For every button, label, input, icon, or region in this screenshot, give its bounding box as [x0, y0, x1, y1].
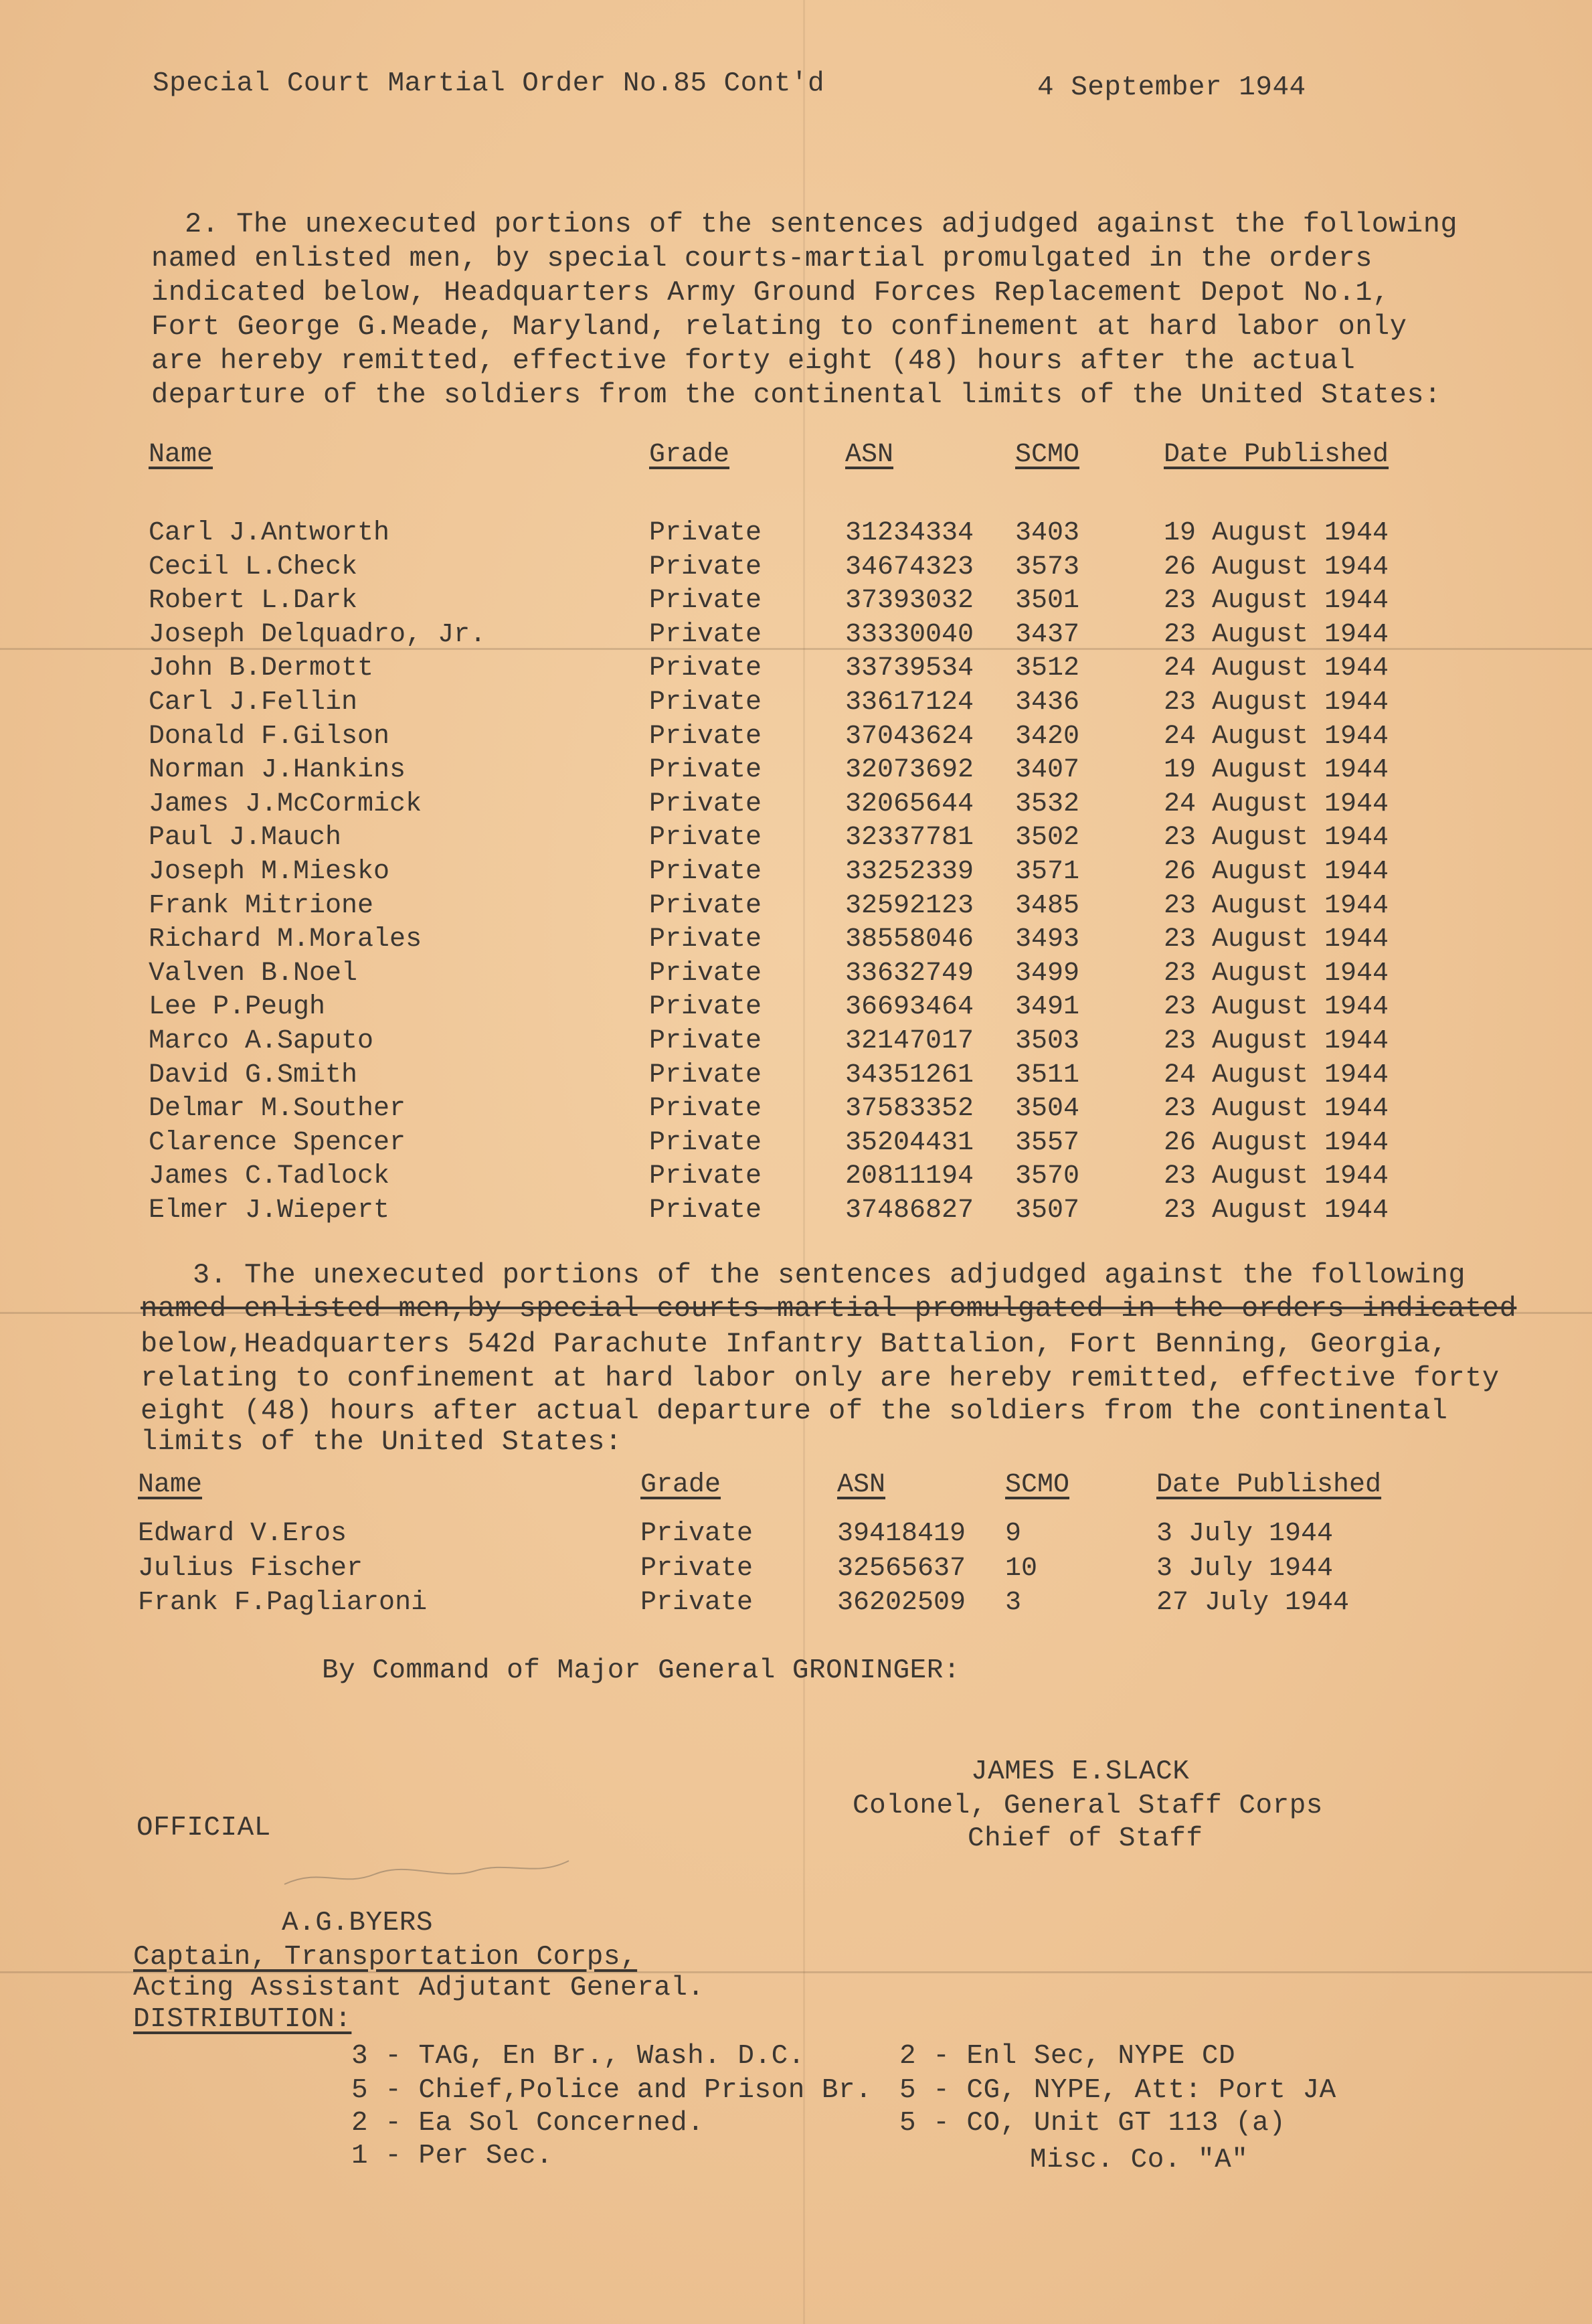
- cell-scmo: 3573: [1015, 552, 1080, 582]
- command-line: By Command of Major General GRONINGER:: [322, 1655, 960, 1686]
- cell-grade: Private: [649, 518, 762, 548]
- cell-asn: 33632749: [845, 958, 974, 989]
- paragraph-line: eight (48) hours after actual departure of the soldiers from the continental: [141, 1395, 1448, 1427]
- cell-name: Julius Fischer: [138, 1553, 363, 1584]
- cell-asn: 32592123: [845, 890, 974, 921]
- cell-date-published: 19 August 1944: [1164, 518, 1389, 548]
- distribution-label: DISTRIBUTION:: [133, 2004, 352, 2035]
- cell-date-published: 26 August 1944: [1164, 857, 1389, 887]
- cell-grade: Private: [649, 552, 762, 582]
- cell-date-published: 23 August 1944: [1164, 1094, 1389, 1125]
- cell-scmo: 3403: [1015, 518, 1080, 548]
- cell-name: John B.Dermott: [149, 653, 374, 684]
- cell-scmo: 9: [1005, 1519, 1022, 1549]
- cell-scmo: 3407: [1015, 755, 1080, 786]
- cell-date-published: 27 July 1944: [1156, 1588, 1350, 1618]
- column-header-grade: Grade: [640, 1470, 721, 1500]
- paragraph-line: indicated below, Headquarters Army Ground Forces Replacement Depot No.1,: [151, 276, 1390, 309]
- cell-asn: 33617124: [845, 687, 974, 718]
- cell-scmo: 3499: [1015, 958, 1080, 989]
- cell-name: Carl J.Antworth: [149, 518, 390, 548]
- paragraph-line: 3. The unexecuted portions of the sentences adjudged against the following: [193, 1259, 1466, 1291]
- column-header-asn: ASN: [837, 1470, 886, 1500]
- cell-name: Frank F.Pagliaroni: [138, 1588, 428, 1618]
- cell-scmo: 3511: [1015, 1060, 1080, 1090]
- cell-asn: 31234334: [845, 518, 974, 548]
- order-title: Special Court Martial Order No.85 Cont'd: [153, 68, 825, 99]
- cell-scmo: 3: [1005, 1588, 1022, 1618]
- column-header-date-published: Date Published: [1156, 1470, 1382, 1500]
- cell-date-published: 3 July 1944: [1156, 1553, 1334, 1584]
- paragraph-line: Fort George G.Meade, Maryland, relating to confinement at hard labor only: [151, 311, 1407, 343]
- cell-grade: Private: [649, 788, 762, 819]
- cell-asn: 33330040: [845, 619, 974, 650]
- distribution-item: 1 - Per Sec.: [351, 2141, 553, 2171]
- cell-scmo: 3437: [1015, 619, 1080, 650]
- cell-name: Paul J.Mauch: [149, 823, 342, 853]
- cell-scmo: 3570: [1015, 1161, 1080, 1192]
- cell-grade: Private: [649, 755, 762, 786]
- paragraph-line: named enlisted men, by special courts-martial promulgated in the orders: [151, 242, 1373, 274]
- cell-name: Norman J.Hankins: [149, 755, 406, 786]
- cell-name: Donald F.Gilson: [149, 721, 390, 752]
- cell-name: Frank Mitrione: [149, 890, 374, 921]
- chief-title: Chief of Staff: [968, 1823, 1203, 1854]
- cell-grade: Private: [649, 586, 762, 616]
- column-header-scmo: SCMO: [1015, 440, 1080, 470]
- distribution-item: 3 - TAG, En Br., Wash. D.C.: [351, 2041, 805, 2072]
- cell-date-published: 23 August 1944: [1164, 890, 1389, 921]
- paragraph-line: are hereby remitted, effective forty eight (48) hours after the actual: [151, 345, 1356, 377]
- cell-name: Edward V.Eros: [138, 1519, 347, 1549]
- cell-grade: Private: [649, 992, 762, 1023]
- official-label: OFFICIAL: [137, 1813, 271, 1843]
- cell-name: Lee P.Peugh: [149, 992, 326, 1023]
- cell-name: James J.McCormick: [149, 788, 422, 819]
- distribution-item: 2 - Enl Sec, NYPE CD: [899, 2041, 1236, 2072]
- cell-grade: Private: [640, 1519, 754, 1549]
- cell-grade: Private: [649, 1195, 762, 1226]
- official-rank: Captain, Transportation Corps,: [133, 1942, 638, 1973]
- cell-name: James C.Tadlock: [149, 1161, 390, 1192]
- cell-scmo: 3436: [1015, 687, 1080, 718]
- cell-grade: Private: [649, 619, 762, 650]
- cell-asn: 33252339: [845, 857, 974, 887]
- official-title: Acting Assistant Adjutant General.: [133, 1973, 705, 2003]
- cell-asn: 38558046: [845, 924, 974, 955]
- cell-grade: Private: [649, 1161, 762, 1192]
- cell-grade: Private: [649, 823, 762, 853]
- cell-asn: 34351261: [845, 1060, 974, 1090]
- cell-scmo: 3504: [1015, 1094, 1080, 1125]
- cell-asn: 37583352: [845, 1094, 974, 1125]
- cell-scmo: 3502: [1015, 823, 1080, 853]
- cell-date-published: 23 August 1944: [1164, 992, 1389, 1023]
- cell-grade: Private: [640, 1588, 754, 1618]
- cell-asn: 32065644: [845, 788, 974, 819]
- cell-date-published: 23 August 1944: [1164, 1161, 1389, 1192]
- cell-date-published: 3 July 1944: [1156, 1519, 1334, 1549]
- cell-scmo: 3532: [1015, 788, 1080, 819]
- distribution-item: Misc. Co. "A": [1030, 2145, 1249, 2175]
- cell-asn: 36693464: [845, 992, 974, 1023]
- distribution-item: 5 - CO, Unit GT 113 (a): [899, 2108, 1286, 2139]
- cell-name: Richard M.Morales: [149, 924, 422, 955]
- cell-asn: 32147017: [845, 1026, 974, 1056]
- cell-grade: Private: [649, 1094, 762, 1125]
- cell-name: Carl J.Fellin: [149, 687, 358, 718]
- cell-scmo: 3485: [1015, 890, 1080, 921]
- cell-asn: 20811194: [845, 1161, 974, 1192]
- cell-asn: 34674323: [845, 552, 974, 582]
- cell-scmo: 3571: [1015, 857, 1080, 887]
- cell-name: Valven B.Noel: [149, 958, 358, 989]
- column-header-name: Name: [149, 440, 213, 470]
- distribution-item: 5 - CG, NYPE, Att: Port JA: [899, 2075, 1336, 2106]
- cell-name: Delmar M.Souther: [149, 1094, 406, 1125]
- cell-asn: 37043624: [845, 721, 974, 752]
- cell-grade: Private: [649, 890, 762, 921]
- cell-name: Cecil L.Check: [149, 552, 358, 582]
- cell-name: Marco A.Saputo: [149, 1026, 374, 1056]
- cell-date-published: 23 August 1944: [1164, 687, 1389, 718]
- cell-date-published: 23 August 1944: [1164, 619, 1389, 650]
- column-header-date-published: Date Published: [1164, 440, 1389, 470]
- cell-asn: 33739534: [845, 653, 974, 684]
- cell-scmo: 3507: [1015, 1195, 1080, 1226]
- cell-scmo: 3512: [1015, 653, 1080, 684]
- cell-grade: Private: [649, 721, 762, 752]
- cell-date-published: 24 August 1944: [1164, 1060, 1389, 1090]
- cell-asn: 36202509: [837, 1588, 966, 1618]
- paragraph-line: named enlisted men,by special courts-martial promulgated in the orders indicated: [141, 1293, 1517, 1325]
- cell-grade: Private: [649, 1060, 762, 1090]
- cell-asn: 32073692: [845, 755, 974, 786]
- chief-name: JAMES E.SLACK: [971, 1756, 1190, 1787]
- signature: [281, 1854, 576, 1894]
- cell-grade: Private: [649, 687, 762, 718]
- cell-date-published: 23 August 1944: [1164, 823, 1389, 853]
- order-date: 4 September 1944: [1037, 72, 1306, 103]
- cell-date-published: 19 August 1944: [1164, 755, 1389, 786]
- paragraph-line: departure of the soldiers from the continental limits of the United States:: [151, 379, 1441, 411]
- cell-date-published: 23 August 1944: [1164, 1026, 1389, 1056]
- cell-scmo: 3491: [1015, 992, 1080, 1023]
- cell-scmo: 3557: [1015, 1127, 1080, 1158]
- column-header-asn: ASN: [845, 440, 894, 470]
- cell-grade: Private: [649, 1026, 762, 1056]
- cell-date-published: 26 August 1944: [1164, 1127, 1389, 1158]
- cell-grade: Private: [649, 924, 762, 955]
- distribution-item: 2 - Ea Sol Concerned.: [351, 2108, 705, 2139]
- paragraph-line: 2. The unexecuted portions of the sentences adjudged against the following: [185, 208, 1458, 240]
- cell-asn: 35204431: [845, 1127, 974, 1158]
- cell-scmo: 3420: [1015, 721, 1080, 752]
- cell-asn: 32337781: [845, 823, 974, 853]
- cell-date-published: 23 August 1944: [1164, 586, 1389, 616]
- cell-scmo: 3501: [1015, 586, 1080, 616]
- column-header-grade: Grade: [649, 440, 730, 470]
- cell-date-published: 24 August 1944: [1164, 653, 1389, 684]
- cell-grade: Private: [649, 653, 762, 684]
- column-header-name: Name: [138, 1470, 203, 1500]
- cell-scmo: 10: [1005, 1553, 1038, 1584]
- chief-rank: Colonel, General Staff Corps: [853, 1791, 1323, 1821]
- paragraph-line: below,Headquarters 542d Parachute Infantry Battalion, Fort Benning, Georgia,: [141, 1328, 1448, 1360]
- cell-date-published: 26 August 1944: [1164, 552, 1389, 582]
- cell-grade: Private: [640, 1553, 754, 1584]
- cell-date-published: 23 August 1944: [1164, 924, 1389, 955]
- column-header-scmo: SCMO: [1005, 1470, 1070, 1500]
- cell-asn: 37393032: [845, 586, 974, 616]
- cell-grade: Private: [649, 857, 762, 887]
- paragraph-line: limits of the United States:: [141, 1426, 622, 1458]
- cell-name: David G.Smith: [149, 1060, 358, 1090]
- paragraph-line: relating to confinement at hard labor only are hereby remitted, effective forty: [141, 1362, 1500, 1394]
- cell-grade: Private: [649, 1127, 762, 1158]
- cell-asn: 37486827: [845, 1195, 974, 1226]
- cell-grade: Private: [649, 958, 762, 989]
- cell-asn: 32565637: [837, 1553, 966, 1584]
- official-name: A.G.BYERS: [282, 1908, 433, 1938]
- cell-name: Clarence Spencer: [149, 1127, 406, 1158]
- cell-scmo: 3503: [1015, 1026, 1080, 1056]
- cell-name: Robert L.Dark: [149, 586, 358, 616]
- cell-scmo: 3493: [1015, 924, 1080, 955]
- cell-asn: 39418419: [837, 1519, 966, 1549]
- cell-name: Elmer J.Wiepert: [149, 1195, 390, 1226]
- cell-date-published: 24 August 1944: [1164, 721, 1389, 752]
- cell-date-published: 23 August 1944: [1164, 1195, 1389, 1226]
- cell-date-published: 23 August 1944: [1164, 958, 1389, 989]
- cell-name: Joseph Delquadro, Jr.: [149, 619, 487, 650]
- distribution-item: 5 - Chief,Police and Prison Br.: [351, 2075, 873, 2106]
- cell-date-published: 24 August 1944: [1164, 788, 1389, 819]
- cell-name: Joseph M.Miesko: [149, 857, 390, 887]
